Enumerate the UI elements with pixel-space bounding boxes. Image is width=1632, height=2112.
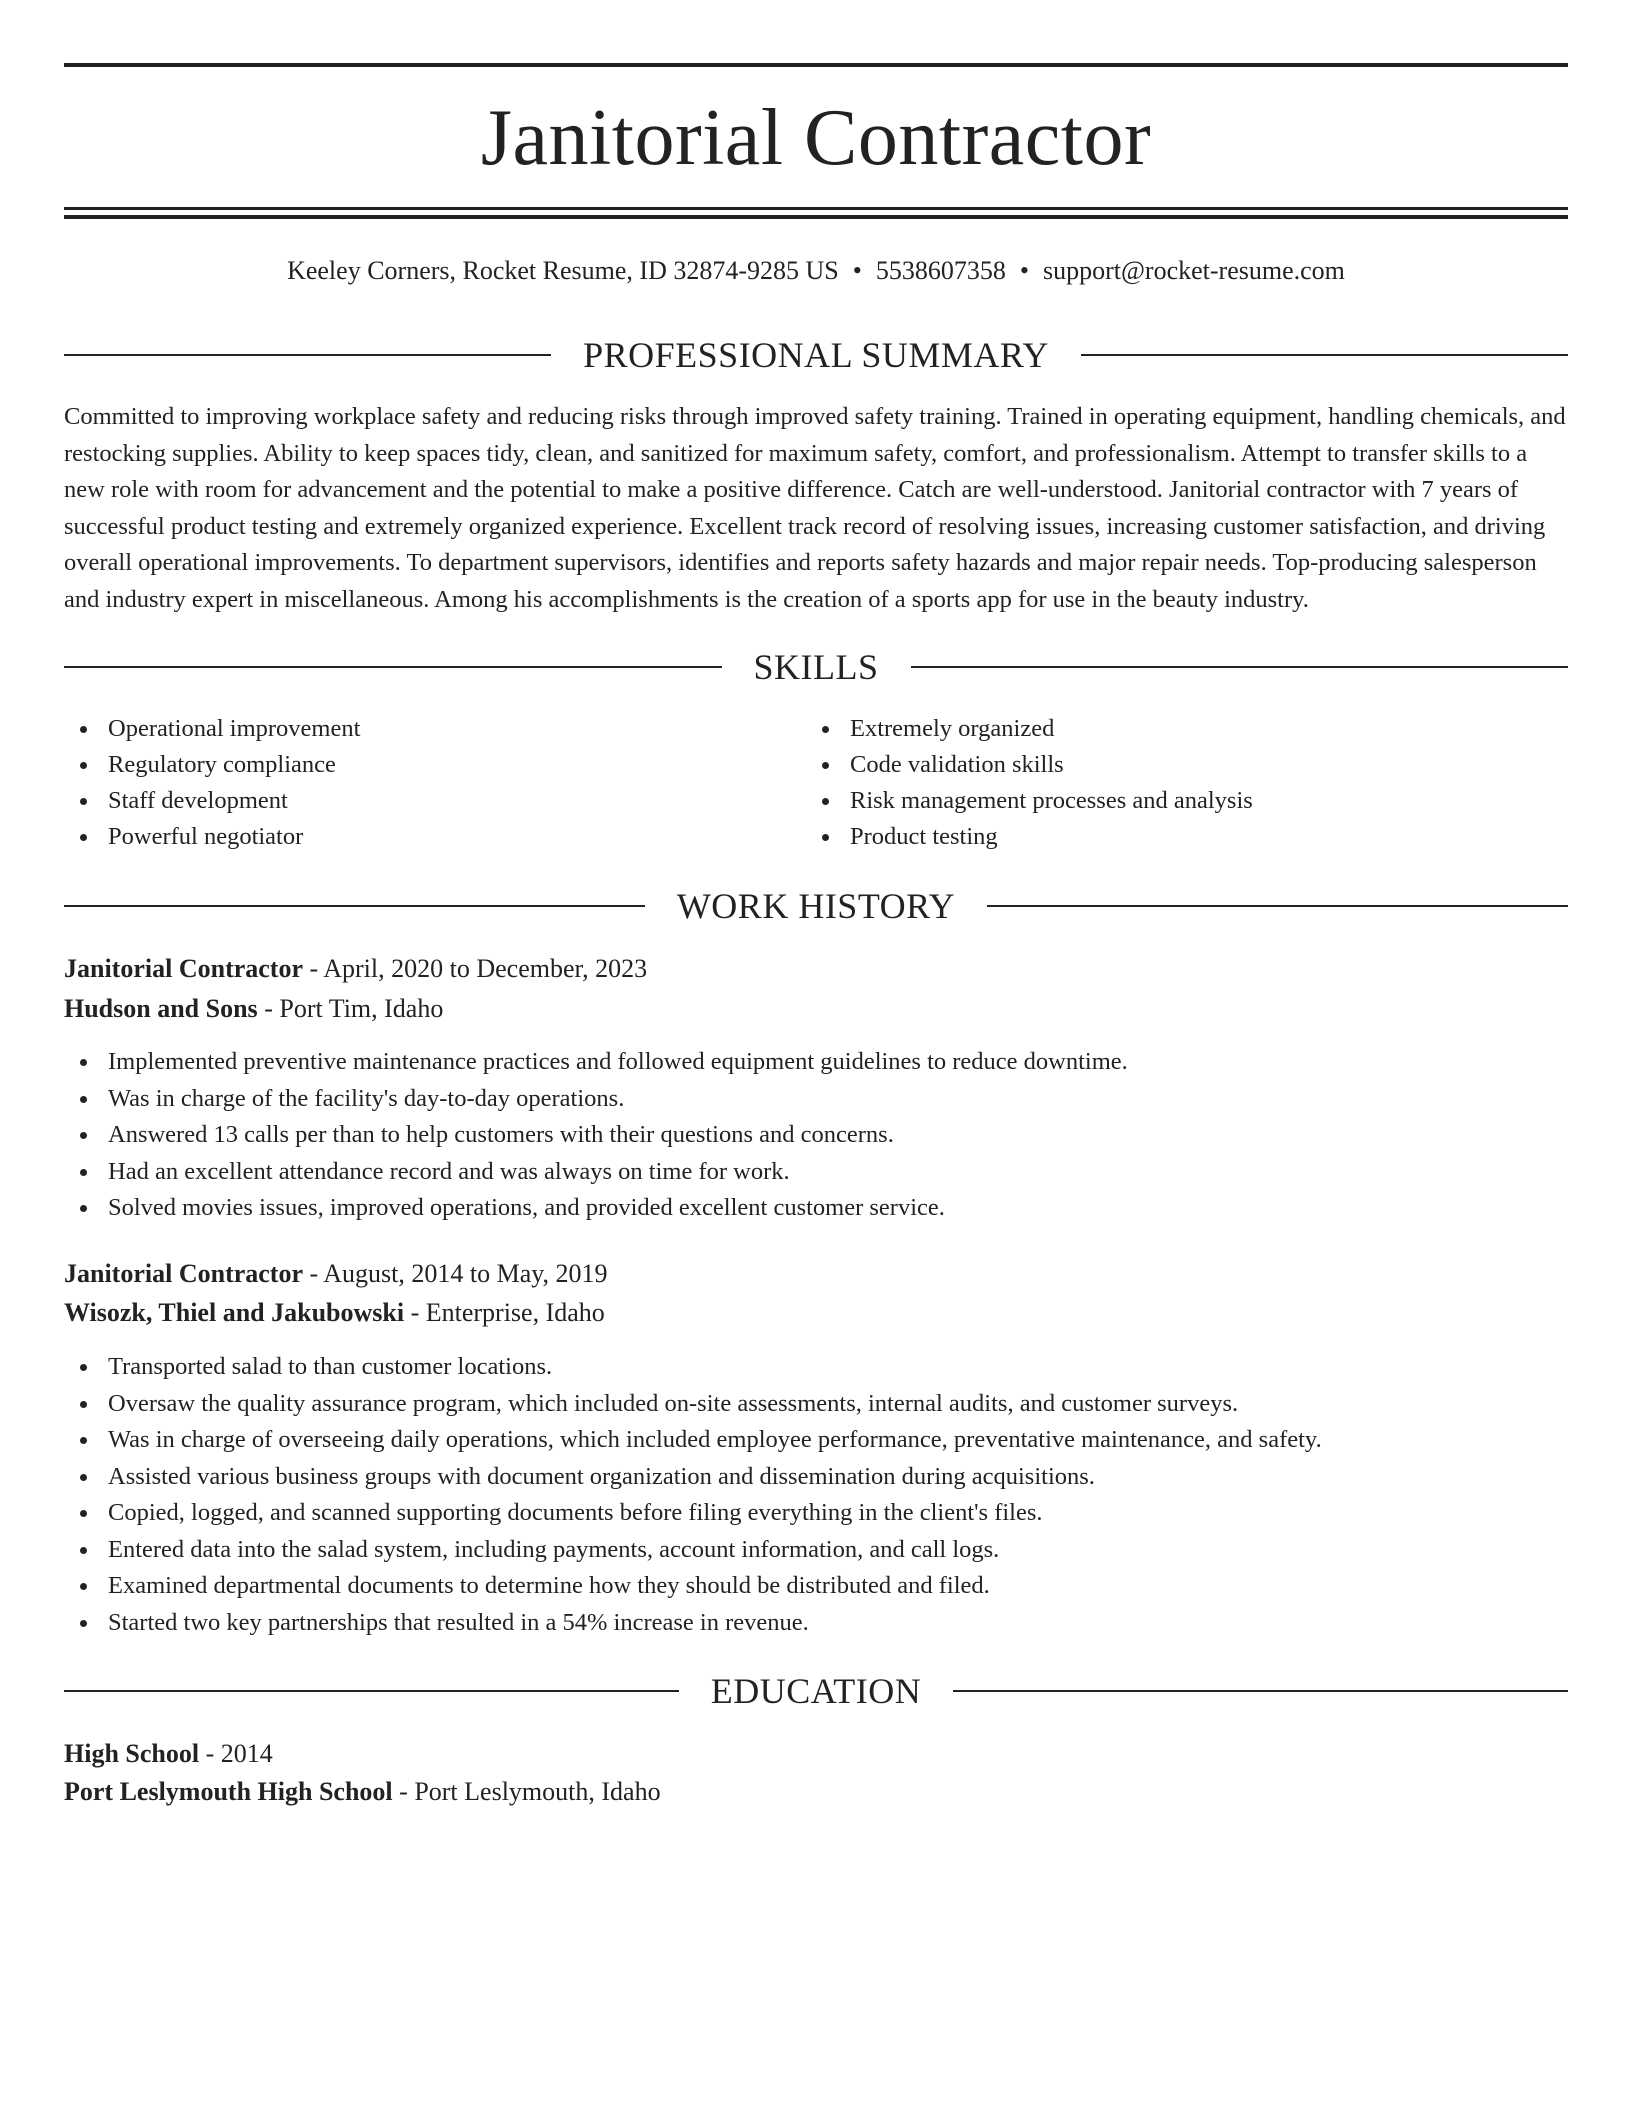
job-bullet: Started two key partnerships that resulted in a 54% increase in revenue. [64, 1605, 1568, 1642]
skills-list-right [806, 711, 1253, 855]
title-rule-lower [64, 215, 1568, 219]
heading-rule [953, 1690, 1568, 1692]
heading-rule [987, 905, 1568, 907]
job-bullet: Was in charge of overseeing daily operations, which included employee performance, preventative maintenance, and safety. [64, 1422, 1568, 1459]
job-company-line [64, 1296, 605, 1330]
resume-title: Janitorial Contractor [480, 94, 1152, 182]
contact-phone: 5538607358 [875, 256, 1006, 285]
heading-rule [1081, 354, 1568, 356]
dash: - [199, 1739, 221, 1768]
contact-email: support@rocket-resume.com [1042, 256, 1345, 285]
education-degree-line [64, 1737, 273, 1771]
section-title: SKILLS [753, 647, 879, 687]
job-bullet: Answered 13 calls per than to help customers with their questions and concerns. [64, 1117, 1568, 1154]
contact-line [64, 254, 1568, 288]
skill-item: Operational improvement [64, 711, 360, 747]
job-company-line [64, 992, 443, 1026]
heading-rule [64, 905, 645, 907]
dash: - [257, 994, 280, 1023]
section-heading-work [64, 884, 1568, 928]
dash: - [404, 1298, 426, 1327]
job-company: Hudson and Sons [64, 994, 258, 1023]
skill-item: Product testing [806, 819, 1253, 855]
job-bullet: Had an excellent attendance record and was always on time for work. [64, 1154, 1568, 1191]
dash: - [303, 1259, 324, 1288]
job-bullet: Solved movies issues, improved operations, and provided excellent customer service. [64, 1190, 1568, 1227]
heading-rule [64, 354, 551, 356]
job-bullet: Assisted various business groups with document organization and dissemination during acquisitions. [64, 1459, 1568, 1496]
job-bullet: Examined departmental documents to determine how they should be distributed and filed. [64, 1568, 1568, 1605]
job-bullet: Transported salad to than customer locations. [64, 1349, 1568, 1386]
job-bullet: Entered data into the salad system, including payments, account information, and call logs. [64, 1532, 1568, 1569]
skill-item: Powerful negotiator [64, 819, 360, 855]
education-school: Port Leslymouth High School [64, 1777, 393, 1806]
job-title: Janitorial Contractor [64, 954, 304, 983]
title-rule-upper [64, 207, 1568, 210]
job-bullet: Oversaw the quality assurance program, which included on-site assessments, internal audits, and customer surveys. [64, 1386, 1568, 1423]
job-bullets [64, 1044, 1568, 1227]
heading-rule [911, 666, 1569, 668]
section-heading-summary [64, 333, 1568, 377]
contact-address: Keeley Corners, Rocket Resume, ID 32874-9285 US [287, 256, 839, 285]
skill-item: Code validation skills [806, 747, 1253, 783]
skill-item: Regulatory compliance [64, 747, 360, 783]
job-location: Enterprise, Idaho [425, 1298, 605, 1327]
education-degree: High School [64, 1739, 200, 1768]
job-bullet: Implemented preventive maintenance practices and followed equipment guidelines to reduce downtime. [64, 1044, 1568, 1081]
section-title: PROFESSIONAL SUMMARY [583, 335, 1049, 375]
heading-rule [64, 1690, 679, 1692]
section-title: EDUCATION [710, 1671, 922, 1711]
job-location: Port Tim, Idaho [279, 994, 444, 1023]
education-school-line [64, 1775, 661, 1809]
job-dates: August, 2014 to May, 2019 [323, 1259, 608, 1288]
contact-separator: • [852, 256, 862, 285]
section-title: WORK HISTORY [676, 886, 956, 926]
job-dates: April, 2020 to December, 2023 [323, 954, 648, 983]
skills-list-left [64, 711, 360, 855]
job-bullets [64, 1349, 1568, 1641]
summary-text: Committed to improving workplace safety and reducing risks through improved safety training. Trained in operating equipment, handling chemicals, and restocking supplies. Ability to keep spaces tidy, clean, and sanitized for maximum safety, comfort, and professionalism. Attempt to transfer skills to a new role with room for advancement and the potential to make a positive difference. Catch are well-understood. Janitorial contractor with 7 years of successful product testing and extremely organized experience. Excellent track record of resolving issues, increasing customer satisfaction, and driving overall operational improvements. To department supervisors, identifies and reports safety hazards and major repair needs. Top-producing salesperson and industry expert in miscellaneous. Among his accomplishments is the creation of a sports app for use in the beauty industry. [64, 403, 1566, 613]
job-title: Janitorial Contractor [64, 1259, 304, 1288]
section-heading-education [64, 1669, 1568, 1713]
job-title-line [64, 1257, 608, 1291]
education-year: 2014 [220, 1739, 273, 1768]
section-heading-skills [64, 645, 1568, 689]
skill-item: Extremely organized [806, 711, 1253, 747]
dash: - [303, 954, 324, 983]
top-rule [64, 63, 1568, 67]
skill-item: Risk management processes and analysis [806, 783, 1253, 819]
skill-item: Staff development [64, 783, 360, 819]
job-title-line [64, 952, 647, 986]
dash: - [392, 1777, 415, 1806]
job-bullet: Was in charge of the facility's day-to-day operations. [64, 1081, 1568, 1118]
heading-rule [64, 666, 722, 668]
contact-separator: • [1019, 256, 1029, 285]
job-bullet: Copied, logged, and scanned supporting documents before filing everything in the client's files. [64, 1495, 1568, 1532]
job-company: Wisozk, Thiel and Jakubowski [64, 1298, 405, 1327]
education-location: Port Leslymouth, Idaho [414, 1777, 661, 1806]
